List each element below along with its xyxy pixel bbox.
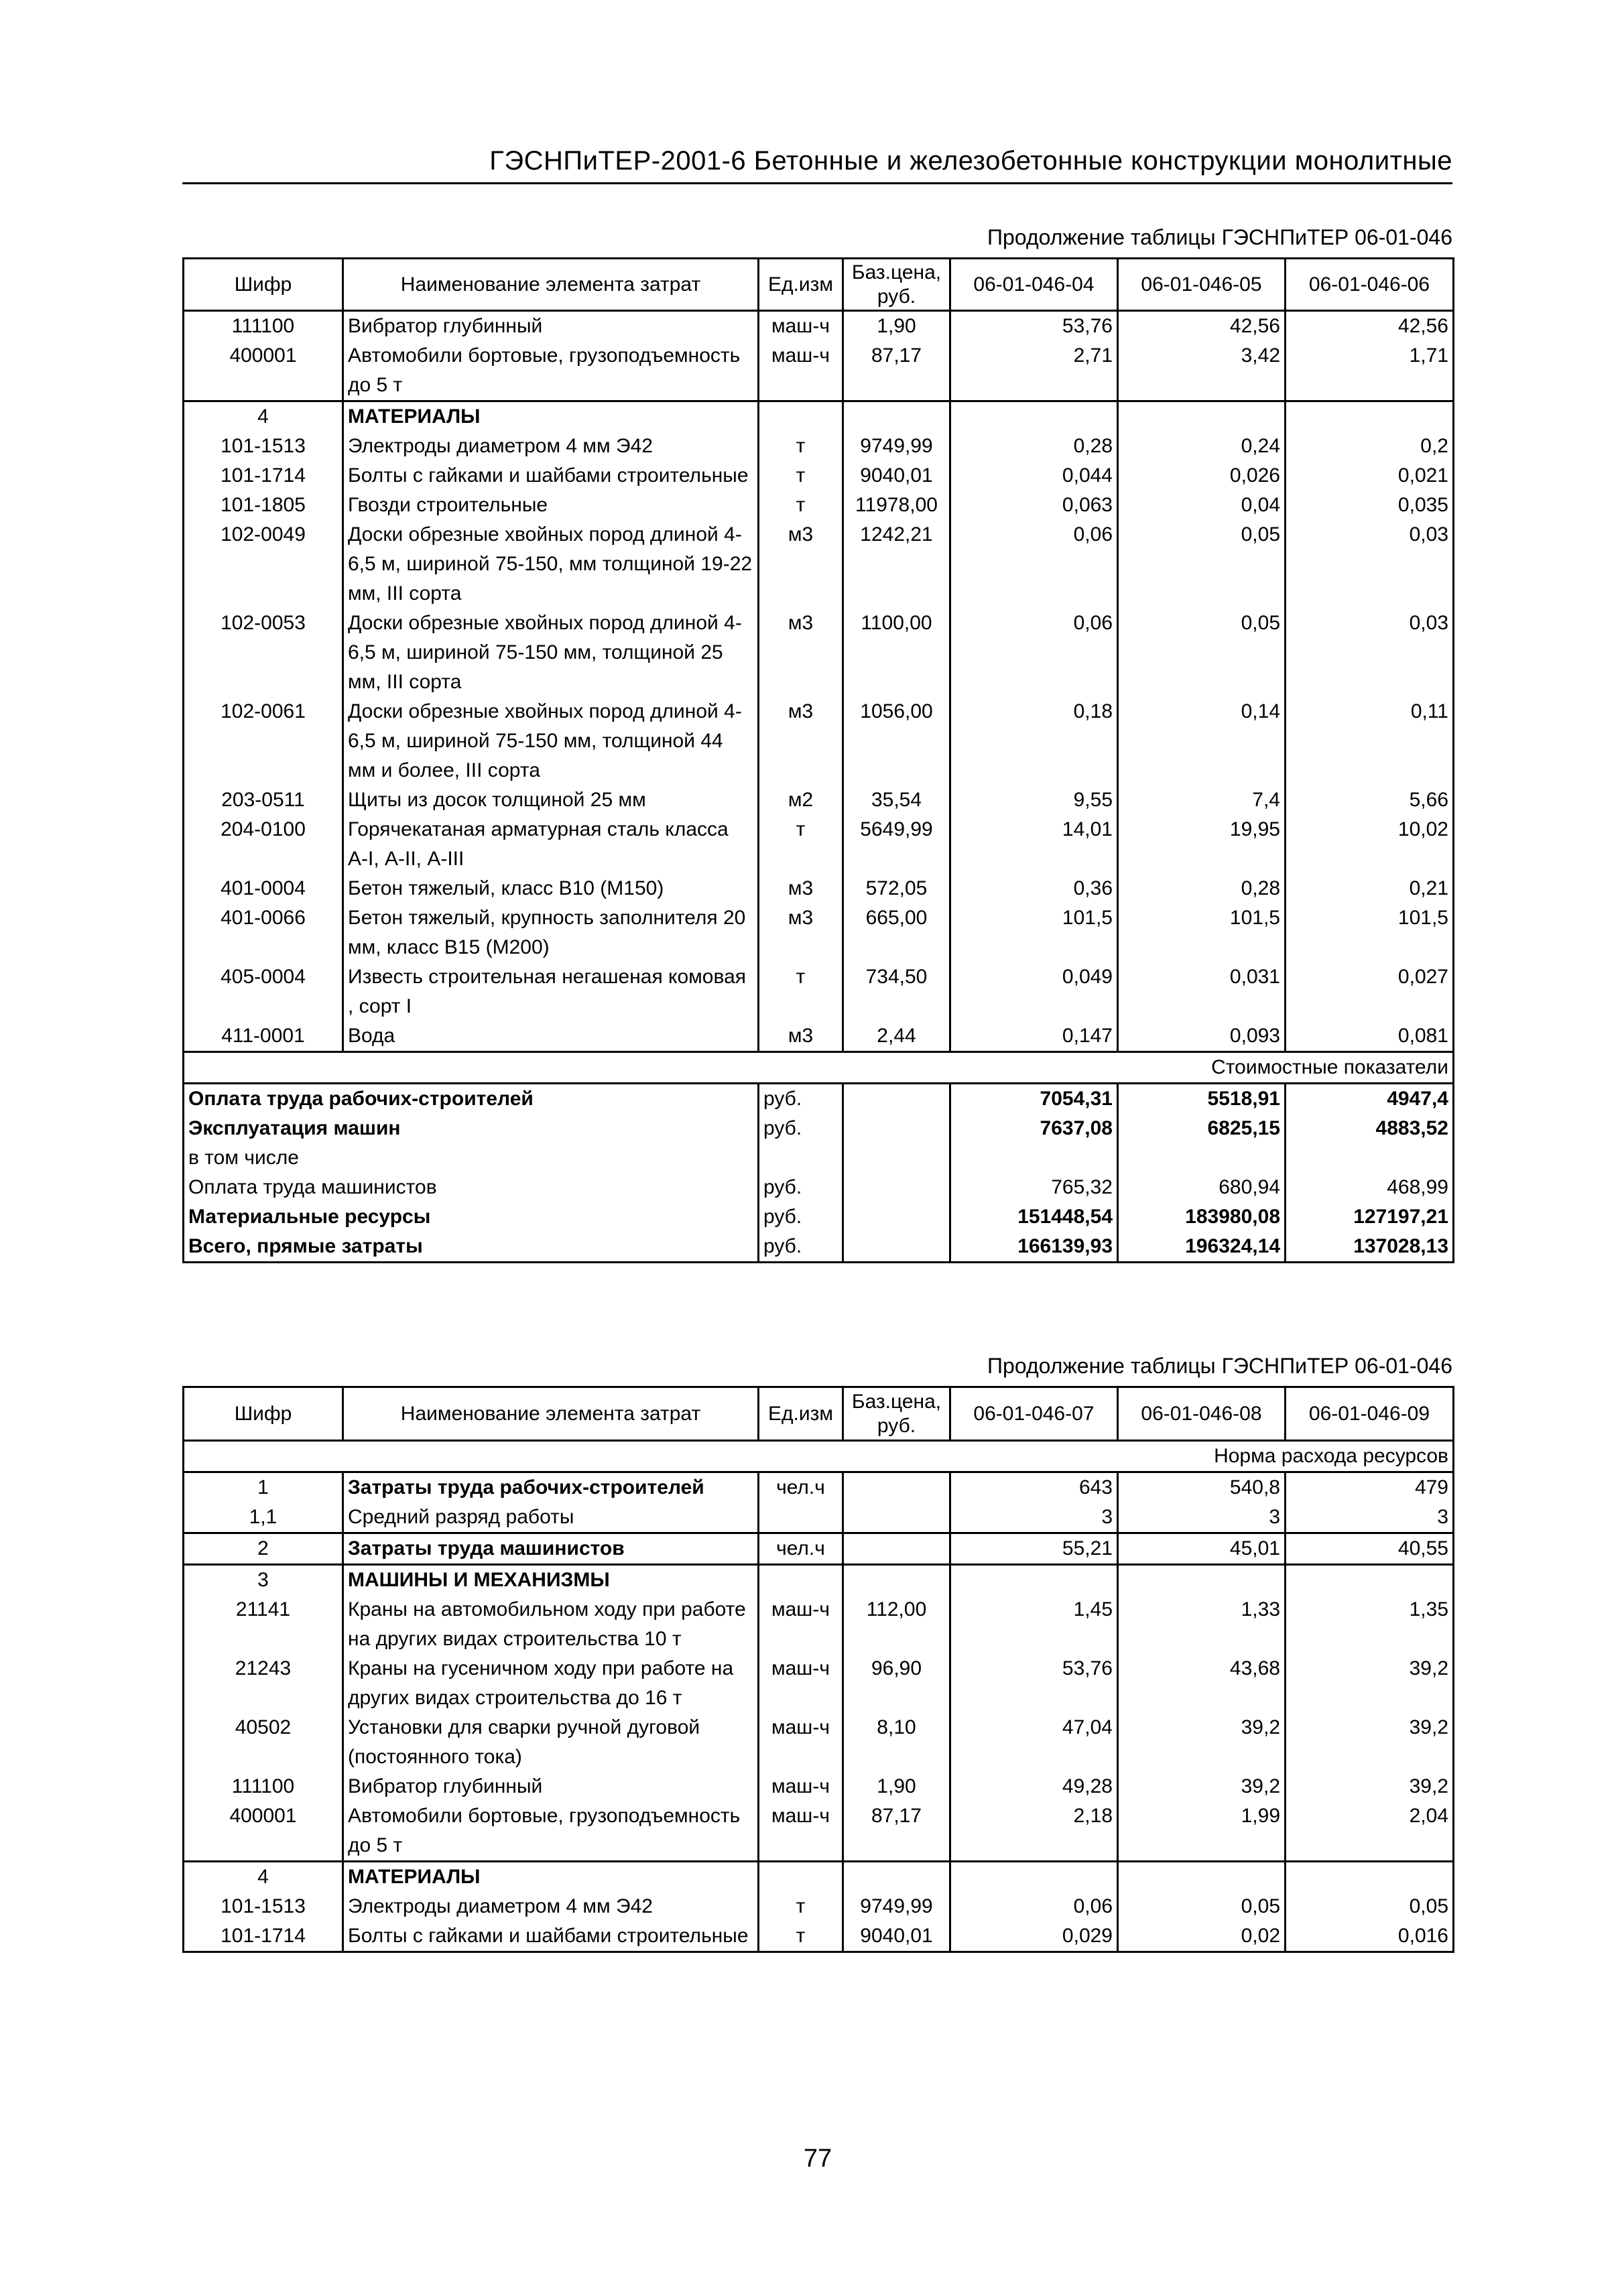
total-price-empty xyxy=(843,1173,950,1202)
cell-unit: т xyxy=(796,494,806,516)
cell-name: Доски обрезные хвойных пород длиной 4-6,5 м, шириной 75-150 мм, толщиной 44 мм и более, III сорта xyxy=(343,697,759,785)
cell-norm-3: 2,04 xyxy=(1286,1801,1454,1862)
cell-price xyxy=(843,1472,950,1503)
cell-norm-3: 39,2 xyxy=(1286,1772,1454,1801)
cell-norm-2 xyxy=(1118,1862,1286,1893)
total-value-1: 765,32 xyxy=(950,1173,1118,1202)
cell-norm-2: 0,031 xyxy=(1118,962,1286,1021)
cell-norm-2: 0,093 xyxy=(1118,1021,1286,1052)
cell-name: Электроды диаметром 4 мм Э42 xyxy=(343,432,759,461)
cell-norm-3: 39,2 xyxy=(1286,1713,1454,1772)
cell-name: Затраты труда рабочих-строителей xyxy=(343,1472,759,1503)
cell-norm-1: 49,28 xyxy=(950,1772,1118,1801)
cell-unit: чел.ч xyxy=(759,1533,843,1565)
cell-norm-3: 0,081 xyxy=(1286,1021,1454,1052)
cell-code: 21141 xyxy=(184,1595,343,1654)
total-unit: руб. xyxy=(759,1232,843,1263)
cell-name: Доски обрезные хвойных пород длиной 4-6,5 м, шириной 75-150 мм, толщиной 25 мм, III сорта xyxy=(343,609,759,697)
table1-materials-section xyxy=(184,401,1454,432)
cell-name: Автомобили бортовые, грузоподъемность до 5 т xyxy=(343,1801,759,1862)
cell-name: МАШИНЫ И МЕХАНИЗМЫ xyxy=(343,1565,759,1596)
cell-norm-2: 45,01 xyxy=(1118,1533,1286,1565)
cell-price xyxy=(843,1565,950,1596)
cell-price: 11978,00 xyxy=(843,491,950,520)
col-header-norm-05: 06-01-046-05 xyxy=(1118,259,1286,311)
cell-norm-3: 0,027 xyxy=(1286,962,1454,1021)
cell-norm-3: 101,5 xyxy=(1286,903,1454,962)
cell-unit: м3 xyxy=(788,523,814,546)
cell-norm-2: 0,05 xyxy=(1118,1892,1286,1921)
cell-norm-2: 0,14 xyxy=(1118,697,1286,785)
cell-name: Электроды диаметром 4 мм Э42 xyxy=(343,1892,759,1921)
section-code: 4 xyxy=(184,401,343,432)
table-row xyxy=(184,815,1454,874)
cell-price: 2,44 xyxy=(843,1021,950,1052)
total-label: Оплата труда рабочих-строителей xyxy=(184,1084,759,1114)
cell-norm-1: 0,28 xyxy=(950,432,1118,461)
running-header: ГЭСНПиТЕР-2001-6 Бетонные и железобетонные конструкции монолитные xyxy=(182,139,1452,184)
table-row xyxy=(184,1565,1454,1596)
cell-norm-3: 1,71 xyxy=(1286,341,1454,401)
cell-unit: т xyxy=(759,1921,843,1952)
cell-unit: м3 xyxy=(788,700,814,722)
cell-price: 87,17 xyxy=(843,1801,950,1862)
cell-norm-1: 2,18 xyxy=(950,1801,1118,1862)
cell-code: 101-1714 xyxy=(184,1921,343,1952)
col-header-unit: Ед.изм xyxy=(759,1387,843,1441)
total-unit: руб. xyxy=(763,1117,802,1139)
cell-name: Горячекатаная арматурная сталь класса А-I, А-II, А-III xyxy=(343,815,759,874)
total-value-1: 7054,31 xyxy=(950,1084,1118,1114)
cell-norm-2: 19,95 xyxy=(1118,815,1286,874)
cell-price: 9040,01 xyxy=(843,1921,950,1952)
cell-norm-3: 0,05 xyxy=(1286,1892,1454,1921)
cell-norm-2: 0,24 xyxy=(1118,432,1286,461)
table-row xyxy=(184,461,1454,491)
total-label: Всего, прямые затраты xyxy=(184,1232,759,1263)
total-value-2: 5518,91 xyxy=(1118,1084,1286,1114)
cell-norm-1: 0,06 xyxy=(950,609,1118,697)
table-row xyxy=(184,1921,1454,1952)
table1-cost-totals xyxy=(184,1084,1454,1263)
cell-norm-2: 0,28 xyxy=(1118,874,1286,903)
cell-norm-2: 0,026 xyxy=(1118,461,1286,491)
col-header-price: Баз.цена, руб. xyxy=(843,259,950,311)
table-row xyxy=(184,1472,1454,1503)
cell-norm-2: 540,8 xyxy=(1118,1472,1286,1503)
total-value-2 xyxy=(1118,1143,1286,1173)
col-header-norm-06: 06-01-046-06 xyxy=(1286,259,1454,311)
cell-name: Болты с гайками и шайбами строительные xyxy=(343,1921,759,1952)
table-row xyxy=(184,1713,1454,1772)
total-price-empty xyxy=(843,1084,950,1114)
cell-code: 111100 xyxy=(184,1772,343,1801)
cell-unit: маш-ч xyxy=(771,315,830,337)
cell-norm-1: 14,01 xyxy=(950,815,1118,874)
cell-norm-3: 0,016 xyxy=(1286,1921,1454,1952)
cell-price: 5649,99 xyxy=(843,815,950,874)
total-unit: руб. xyxy=(763,1176,802,1198)
cell-code: 101-1513 xyxy=(184,1892,343,1921)
table2-rows xyxy=(184,1472,1454,1952)
col-header-unit: Ед.изм xyxy=(759,259,843,311)
cell-price: 1242,21 xyxy=(843,520,950,609)
table-row xyxy=(184,785,1454,815)
cell-norm-2: 101,5 xyxy=(1118,903,1286,962)
cell-norm-2: 1,99 xyxy=(1118,1801,1286,1862)
cell-code: 101-1714 xyxy=(184,461,343,491)
cell-norm-2: 0,05 xyxy=(1118,520,1286,609)
cell-name: Вода xyxy=(343,1021,759,1052)
cell-unit: т xyxy=(796,464,806,487)
total-price-empty xyxy=(843,1143,950,1173)
table1-machine-rows xyxy=(184,311,1454,401)
table-row xyxy=(184,1533,1454,1565)
cell-code: 101-1513 xyxy=(184,432,343,461)
cell-code: 4 xyxy=(184,1862,343,1893)
cell-norm-2: 0,04 xyxy=(1118,491,1286,520)
cell-norm-2: 39,2 xyxy=(1118,1772,1286,1801)
cell-unit: м3 xyxy=(788,907,814,929)
col-header-norm-04: 06-01-046-04 xyxy=(950,259,1118,311)
cell-name: Болты с гайками и шайбами строительные xyxy=(343,461,759,491)
col-header-norm-09: 06-01-046-09 xyxy=(1286,1387,1454,1441)
total-price-empty xyxy=(843,1114,950,1143)
cell-norm-3: 39,2 xyxy=(1286,1654,1454,1713)
cell-norm-1: 0,06 xyxy=(950,1892,1118,1921)
table1-continuation-caption: Продолжение таблицы ГЭСНПиТЕР 06-01-046 xyxy=(987,225,1452,249)
table-row xyxy=(184,1892,1454,1921)
cell-norm-2: 7,4 xyxy=(1118,785,1286,815)
cell-norm-3: 0,11 xyxy=(1286,697,1454,785)
cell-norm-1: 0,147 xyxy=(950,1021,1118,1052)
cell-price: 1100,00 xyxy=(843,609,950,697)
table-row xyxy=(184,1772,1454,1801)
cell-name: Известь строительная негашеная комовая , сорт I xyxy=(343,962,759,1021)
cell-norm-3: 40,55 xyxy=(1286,1533,1454,1565)
cell-norm-2: 0,02 xyxy=(1118,1921,1286,1952)
cell-norm-1: 1,45 xyxy=(950,1595,1118,1654)
table1-material-rows xyxy=(184,432,1454,1052)
table-row xyxy=(184,1654,1454,1713)
cell-norm-1: 47,04 xyxy=(950,1713,1118,1772)
cell-unit: маш-ч xyxy=(771,1598,830,1620)
total-value-2: 183980,08 xyxy=(1118,1202,1286,1232)
total-label: Эксплуатация машин xyxy=(184,1114,759,1143)
cell-norm-3 xyxy=(1286,1565,1454,1596)
cell-unit: м3 xyxy=(788,612,814,634)
cell-norm-3: 1,35 xyxy=(1286,1595,1454,1654)
cell-price: 1,90 xyxy=(843,1772,950,1801)
cell-code: 203-0511 xyxy=(184,785,343,815)
cell-code: 111100 xyxy=(184,311,343,342)
col-header-name: Наименование элемента затрат xyxy=(343,259,759,311)
table-row xyxy=(184,874,1454,903)
cell-code: 3 xyxy=(184,1565,343,1596)
table-row xyxy=(184,311,1454,342)
cost-indicators-band: Стоимостные показатели xyxy=(184,1052,1454,1084)
cell-norm-1: 53,76 xyxy=(950,311,1118,342)
cell-price: 35,54 xyxy=(843,785,950,815)
cell-name: Краны на гусеничном ходу при работе на других видах строительства до 16 т xyxy=(343,1654,759,1713)
cell-code: 1 xyxy=(184,1472,343,1503)
cell-norm-3: 42,56 xyxy=(1286,311,1454,342)
table-row xyxy=(184,1595,1454,1654)
cell-unit xyxy=(759,1503,843,1533)
total-unit: руб. xyxy=(763,1088,802,1110)
cell-unit: м3 xyxy=(788,877,814,899)
total-value-3: 137028,13 xyxy=(1286,1232,1454,1263)
table-row xyxy=(184,1862,1454,1893)
cell-name: МАТЕРИАЛЫ xyxy=(343,1862,759,1893)
total-label: в том числе xyxy=(184,1143,759,1173)
cell-unit: т xyxy=(796,435,806,457)
cell-unit: маш-ч xyxy=(771,1657,830,1679)
cell-name: Средний разряд работы xyxy=(343,1503,759,1533)
cell-price: 9749,99 xyxy=(843,432,950,461)
section-title: МАТЕРИАЛЫ xyxy=(343,401,759,432)
table-row xyxy=(184,1503,1454,1533)
cell-code: 101-1805 xyxy=(184,491,343,520)
total-label: Оплата труда машинистов xyxy=(184,1173,759,1202)
cell-norm-1: 101,5 xyxy=(950,903,1118,962)
table-row xyxy=(184,520,1454,609)
table-row xyxy=(184,1021,1454,1052)
cell-price: 8,10 xyxy=(843,1713,950,1772)
cell-unit: т xyxy=(796,966,806,988)
total-row xyxy=(184,1202,1454,1232)
total-value-1 xyxy=(950,1143,1118,1173)
total-unit: руб. xyxy=(763,1206,802,1228)
total-value-2: 680,94 xyxy=(1118,1173,1286,1202)
cell-unit: м2 xyxy=(788,789,814,811)
cell-unit: маш-ч xyxy=(771,344,830,367)
cell-norm-1 xyxy=(950,1862,1118,1893)
total-value-3: 468,99 xyxy=(1286,1173,1454,1202)
total-value-3: 4947,4 xyxy=(1286,1084,1454,1114)
cell-norm-2: 3,42 xyxy=(1118,341,1286,401)
total-value-2: 6825,15 xyxy=(1118,1114,1286,1143)
col-header-code: Шифр xyxy=(184,1387,343,1441)
cell-code: 400001 xyxy=(184,341,343,401)
cell-code: 411-0001 xyxy=(184,1021,343,1052)
cell-price: 9040,01 xyxy=(843,461,950,491)
total-unit xyxy=(759,1143,843,1173)
cell-norm-1: 2,71 xyxy=(950,341,1118,401)
cell-price: 734,50 xyxy=(843,962,950,1021)
cell-norm-2: 3 xyxy=(1118,1503,1286,1533)
cell-code: 40502 xyxy=(184,1713,343,1772)
cell-norm-3: 0,021 xyxy=(1286,461,1454,491)
cell-code: 1,1 xyxy=(184,1503,343,1533)
cell-name: Краны на автомобильном ходу при работе на других видах строительства 10 т xyxy=(343,1595,759,1654)
cell-code: 21243 xyxy=(184,1654,343,1713)
cell-norm-2: 43,68 xyxy=(1118,1654,1286,1713)
cell-norm-3: 0,035 xyxy=(1286,491,1454,520)
table-row xyxy=(184,962,1454,1021)
cell-norm-1: 0,063 xyxy=(950,491,1118,520)
cell-norm-1: 0,029 xyxy=(950,1921,1118,1952)
cell-price: 112,00 xyxy=(843,1595,950,1654)
col-header-name: Наименование элемента затрат xyxy=(343,1387,759,1441)
cell-price: 1,90 xyxy=(843,311,950,342)
cell-code: 204-0100 xyxy=(184,815,343,874)
total-label: Материальные ресурсы xyxy=(184,1202,759,1232)
cell-norm-2: 39,2 xyxy=(1118,1713,1286,1772)
table2-continuation-caption: Продолжение таблицы ГЭСНПиТЕР 06-01-046 xyxy=(987,1354,1452,1378)
total-row xyxy=(184,1084,1454,1114)
table-row xyxy=(184,341,1454,401)
col-header-price: Баз.цена, руб. xyxy=(843,1387,950,1441)
total-value-1: 7637,08 xyxy=(950,1114,1118,1143)
cell-code: 102-0049 xyxy=(184,520,343,609)
cell-price: 96,90 xyxy=(843,1654,950,1713)
cell-name: Щиты из досок толщиной 25 мм xyxy=(343,785,759,815)
cell-name: Бетон тяжелый, крупность заполнителя 20 мм, класс В15 (М200) xyxy=(343,903,759,962)
total-value-1: 151448,54 xyxy=(950,1202,1118,1232)
cell-unit xyxy=(759,1862,843,1893)
resource-norm-band: Норма расхода ресурсов xyxy=(184,1441,1454,1472)
cell-unit: т xyxy=(796,1895,806,1917)
total-value-3: 4883,52 xyxy=(1286,1114,1454,1143)
cell-norm-1: 3 xyxy=(950,1503,1118,1533)
cell-norm-1: 9,55 xyxy=(950,785,1118,815)
cell-code: 401-0066 xyxy=(184,903,343,962)
cell-unit: т xyxy=(796,818,806,840)
cell-code: 102-0053 xyxy=(184,609,343,697)
cell-unit: маш-ч xyxy=(771,1775,830,1797)
cell-norm-1: 0,06 xyxy=(950,520,1118,609)
total-row xyxy=(184,1114,1454,1143)
table-row xyxy=(184,697,1454,785)
cell-norm-2: 1,33 xyxy=(1118,1595,1286,1654)
table-row xyxy=(184,1801,1454,1862)
total-row xyxy=(184,1232,1454,1263)
cell-norm-1: 0,044 xyxy=(950,461,1118,491)
cell-norm-1: 53,76 xyxy=(950,1654,1118,1713)
cell-norm-3: 0,2 xyxy=(1286,432,1454,461)
total-value-3 xyxy=(1286,1143,1454,1173)
cell-code: 2 xyxy=(184,1533,343,1565)
cell-norm-2: 42,56 xyxy=(1118,311,1286,342)
cell-norm-2 xyxy=(1118,1565,1286,1596)
cell-name: Автомобили бортовые, грузоподъемность до 5 т xyxy=(343,341,759,401)
cell-norm-3: 479 xyxy=(1286,1472,1454,1503)
cell-name: Доски обрезные хвойных пород длиной 4-6,5 м, шириной 75-150, мм толщиной 19-22 мм, III сорта xyxy=(343,520,759,609)
cell-price: 87,17 xyxy=(843,341,950,401)
cell-unit: чел.ч xyxy=(759,1472,843,1503)
cell-norm-3: 3 xyxy=(1286,1503,1454,1533)
cell-name: Установки для сварки ручной дуговой (постоянного тока) xyxy=(343,1713,759,1772)
table2-resources xyxy=(182,1386,1454,1953)
total-row xyxy=(184,1173,1454,1202)
cell-price xyxy=(843,1503,950,1533)
cell-unit: м3 xyxy=(788,1025,814,1047)
total-row xyxy=(184,1143,1454,1173)
cell-price: 572,05 xyxy=(843,874,950,903)
cell-norm-1: 643 xyxy=(950,1472,1118,1503)
cell-norm-2: 0,05 xyxy=(1118,609,1286,697)
table1-resources xyxy=(182,257,1454,1263)
cell-price xyxy=(843,1862,950,1893)
cell-norm-1 xyxy=(950,1565,1118,1596)
cell-norm-3: 0,03 xyxy=(1286,520,1454,609)
total-price-empty xyxy=(843,1202,950,1232)
cell-code: 400001 xyxy=(184,1801,343,1862)
cell-norm-3: 0,21 xyxy=(1286,874,1454,903)
col-header-norm-07: 06-01-046-07 xyxy=(950,1387,1118,1441)
cell-name: Вибратор глубинный xyxy=(343,1772,759,1801)
cell-name: Гвозди строительные xyxy=(343,491,759,520)
total-price-empty xyxy=(843,1232,950,1263)
cell-name: Затраты труда машинистов xyxy=(343,1533,759,1565)
cell-code: 102-0061 xyxy=(184,697,343,785)
table-row xyxy=(184,903,1454,962)
cell-norm-3 xyxy=(1286,1862,1454,1893)
table-row xyxy=(184,432,1454,461)
cell-price: 665,00 xyxy=(843,903,950,962)
page-number: 77 xyxy=(803,2145,832,2173)
col-header-norm-08: 06-01-046-08 xyxy=(1118,1387,1286,1441)
table-row xyxy=(184,491,1454,520)
table-row xyxy=(184,609,1454,697)
total-value-2: 196324,14 xyxy=(1118,1232,1286,1263)
cell-norm-1: 55,21 xyxy=(950,1533,1118,1565)
cell-norm-1: 0,18 xyxy=(950,697,1118,785)
cell-price: 1056,00 xyxy=(843,697,950,785)
cell-norm-1: 0,36 xyxy=(950,874,1118,903)
cell-name: Вибратор глубинный xyxy=(343,311,759,342)
total-value-1: 166139,93 xyxy=(950,1232,1118,1263)
col-header-code: Шифр xyxy=(184,259,343,311)
total-value-3: 127197,21 xyxy=(1286,1202,1454,1232)
cell-name: Бетон тяжелый, класс В10 (М150) xyxy=(343,874,759,903)
cell-norm-3: 10,02 xyxy=(1286,815,1454,874)
cell-code: 405-0004 xyxy=(184,962,343,1021)
cell-price: 9749,99 xyxy=(843,1892,950,1921)
cell-price xyxy=(843,1533,950,1565)
cell-unit: маш-ч xyxy=(771,1716,830,1738)
cell-norm-1: 0,049 xyxy=(950,962,1118,1021)
cell-norm-3: 0,03 xyxy=(1286,609,1454,697)
cell-unit: маш-ч xyxy=(771,1805,830,1827)
cell-unit xyxy=(759,1565,843,1596)
cell-norm-3: 5,66 xyxy=(1286,785,1454,815)
cell-code: 401-0004 xyxy=(184,874,343,903)
